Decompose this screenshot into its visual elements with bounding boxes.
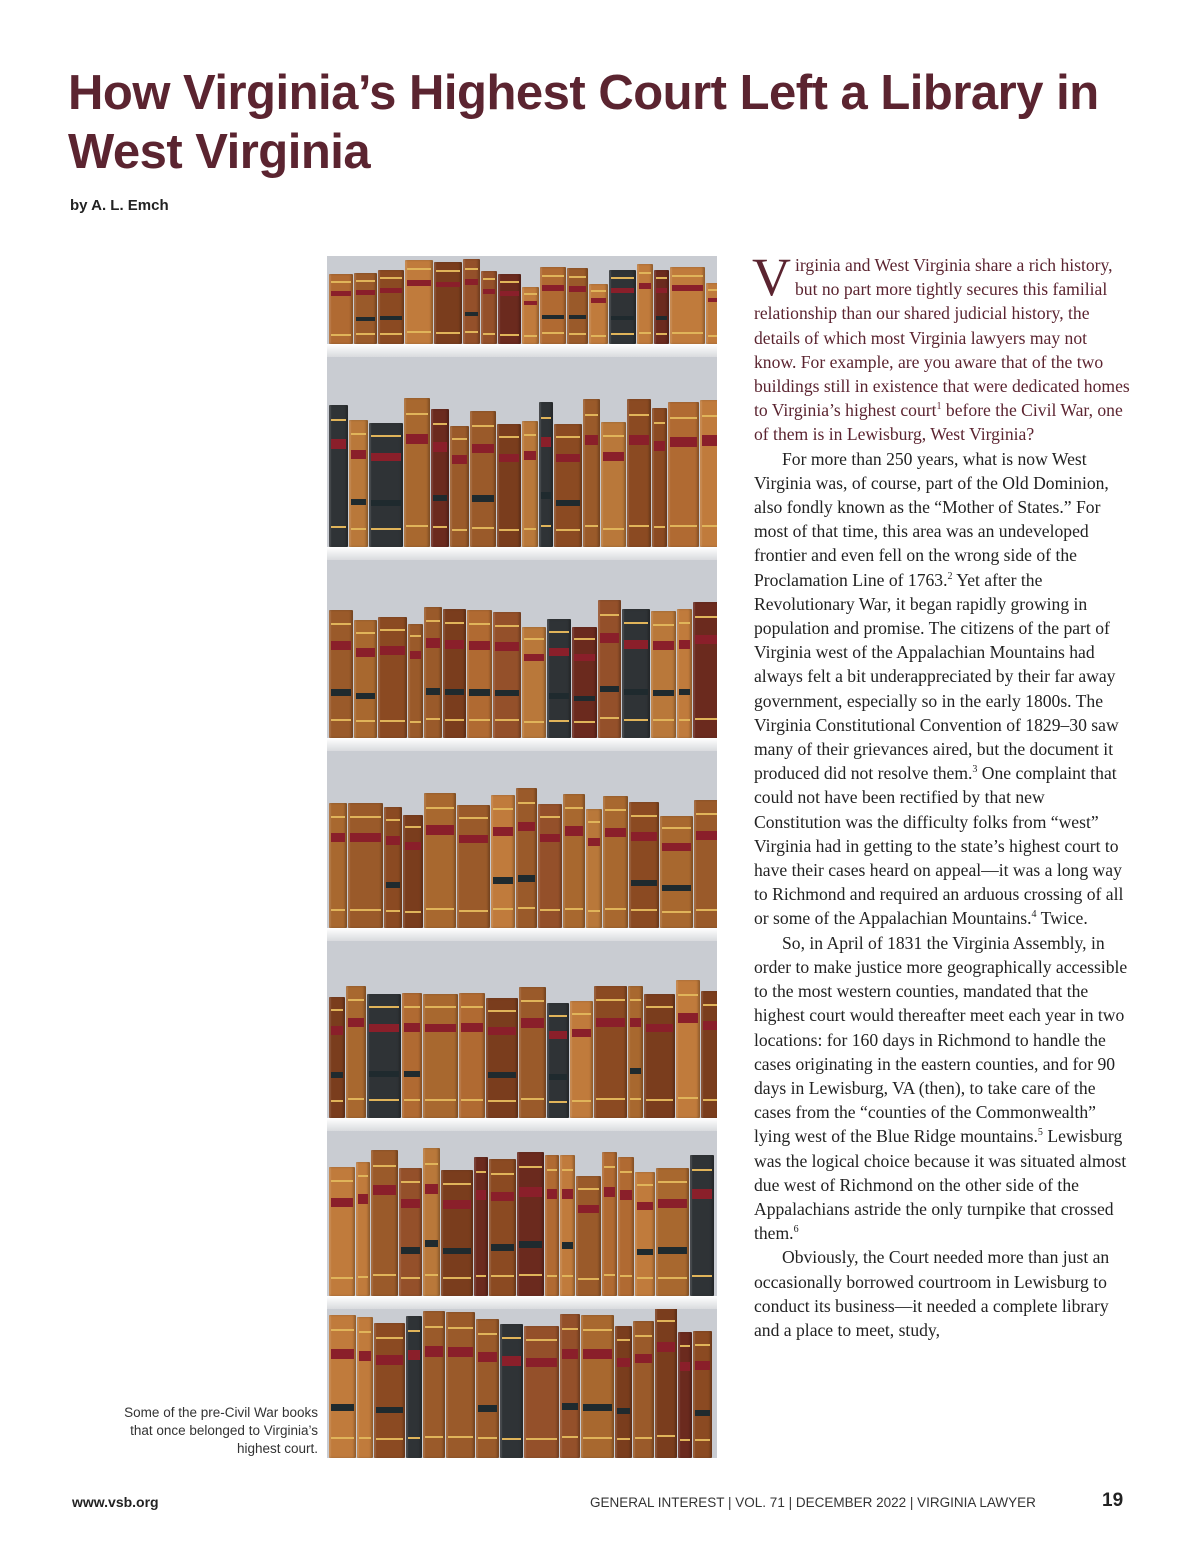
book-spine xyxy=(637,264,653,344)
book-spine xyxy=(424,793,456,928)
footnote-ref: 5 xyxy=(1037,1127,1043,1139)
book-spine xyxy=(441,1170,473,1296)
book-spine xyxy=(450,426,469,547)
book-spine xyxy=(628,986,643,1118)
paragraph-text: One complaint that could not have been rectified by that new Constitution was the difficulty folks from “west” Virginia had in getting to the state’s highest court to have their cases heard on appeal—it was a long way to Richmond and required an arduous crossing of all or some of the Appalachian Mountains. xyxy=(754,763,1124,929)
book-spine xyxy=(609,270,636,344)
shelf-board xyxy=(327,928,717,941)
book-spine xyxy=(467,610,492,738)
book-spine xyxy=(369,423,403,547)
book-spine xyxy=(470,411,496,547)
book-spine xyxy=(371,1150,398,1296)
book-spine xyxy=(560,1155,575,1296)
book-spine xyxy=(403,815,423,928)
lead-paragraph xyxy=(752,247,1132,447)
book-spine xyxy=(329,610,353,738)
book-spine xyxy=(356,1162,370,1296)
book-spine xyxy=(677,609,692,738)
book-spine xyxy=(654,270,669,344)
book-spine xyxy=(378,617,407,738)
book-spine xyxy=(690,1155,714,1296)
book-spine xyxy=(603,796,628,928)
book-spine xyxy=(357,1317,373,1458)
book-spine xyxy=(586,809,602,928)
book-spine xyxy=(354,620,377,738)
book-spine xyxy=(594,986,627,1118)
book-spine xyxy=(486,998,518,1118)
book-spine xyxy=(354,273,377,344)
book-spine xyxy=(581,1315,614,1458)
book-spine xyxy=(701,991,717,1118)
book-spine xyxy=(554,424,582,547)
paragraph-text: For more than 250 years, what is now West Virginia was, of course, part of the Old Dominion, also fondly known as the “Mother of States.” For most of that time, this area was an undeveloped frontier and even fell on the wrong side of the Proclamation Line of 1763. xyxy=(754,448,1109,590)
shelf-board xyxy=(327,1296,717,1309)
shelf-books xyxy=(327,396,717,547)
book-spine xyxy=(563,794,585,928)
drop-cap: V xyxy=(752,247,791,307)
book-spine xyxy=(423,1148,440,1296)
book-spine xyxy=(693,1331,712,1458)
book-spine xyxy=(601,422,626,547)
article-title: How Virginia’s Highest Court Left a Library in West Virginia xyxy=(68,66,1099,179)
book-spine xyxy=(656,1168,689,1296)
body-paragraph xyxy=(754,931,1132,1246)
book-spine xyxy=(374,1323,405,1458)
book-spine xyxy=(560,1314,580,1458)
book-spine xyxy=(694,800,717,928)
shelf-board xyxy=(327,344,717,357)
book-spine xyxy=(443,609,466,738)
book-spine xyxy=(693,602,717,738)
book-spine xyxy=(567,268,588,344)
book-spine xyxy=(700,400,717,547)
shelf-books xyxy=(327,1146,717,1296)
book-spine xyxy=(378,270,404,344)
book-spine xyxy=(500,1324,523,1458)
paragraph-text: Twice. xyxy=(1036,908,1088,929)
footer-publication-info: GENERAL INTEREST | VOL. 71 | DECEMBER 2022 | VIRGINIA LAWYER xyxy=(590,1495,1036,1510)
body-paragraph xyxy=(754,447,1132,931)
book-spine xyxy=(670,267,705,344)
book-spine xyxy=(423,1311,445,1458)
book-spine xyxy=(627,399,651,547)
book-spine xyxy=(434,262,462,344)
book-spine xyxy=(329,1167,355,1296)
book-spine xyxy=(349,420,368,547)
book-spine xyxy=(547,1003,569,1118)
book-spine xyxy=(329,997,345,1118)
book-spine xyxy=(629,802,659,928)
book-spine xyxy=(457,805,490,928)
book-spine xyxy=(423,994,458,1118)
book-spine xyxy=(622,609,650,738)
book-spine xyxy=(493,612,521,738)
book-spine xyxy=(348,803,383,928)
paragraph-text: Lewisburg was the logical choice because it was situated almost due west of Richmond on the other side of the Appalachians astride the only turnpike that crossed them. xyxy=(754,1126,1127,1244)
book-spine xyxy=(522,627,546,738)
book-spine xyxy=(481,271,497,344)
body-paragraph xyxy=(754,1245,1132,1342)
book-spine xyxy=(519,987,546,1118)
book-spine xyxy=(635,1172,655,1296)
book-spine xyxy=(402,993,422,1118)
book-spine xyxy=(384,807,402,928)
book-spine xyxy=(329,803,347,928)
book-spine xyxy=(633,1321,654,1458)
book-spine xyxy=(463,259,480,344)
book-spine xyxy=(615,1326,632,1458)
book-spine xyxy=(538,804,562,928)
book-spine xyxy=(618,1157,634,1296)
book-spine xyxy=(399,1168,422,1296)
book-spine xyxy=(406,1316,422,1458)
book-spine xyxy=(446,1312,475,1458)
book-spine xyxy=(522,287,539,344)
book-spine xyxy=(576,1176,601,1296)
book-spine xyxy=(706,283,717,344)
book-spine xyxy=(329,1315,356,1458)
book-spine xyxy=(660,816,693,928)
book-spine xyxy=(517,1152,544,1296)
footnote-ref: 3 xyxy=(972,764,978,776)
shelf-books xyxy=(327,786,717,928)
book-spine xyxy=(474,1157,488,1296)
book-spine xyxy=(491,795,515,928)
book-spine xyxy=(329,274,353,344)
book-spine xyxy=(489,1159,516,1296)
book-spine xyxy=(651,611,676,738)
photo-caption: Some of the pre-Civil War books that once belonged to Virginia’s highest court. xyxy=(124,1405,318,1456)
shelf-books xyxy=(327,596,717,738)
book-spine xyxy=(540,267,566,344)
shelf-books xyxy=(327,1301,717,1458)
paragraph-text: before the Civil War, one of them is in Lewisburg, West Virginia? xyxy=(754,400,1123,445)
page-number: 19 xyxy=(1102,1490,1124,1511)
bookshelf-photo xyxy=(327,256,717,1458)
book-spine xyxy=(498,274,521,344)
book-spine xyxy=(346,986,366,1118)
book-spine xyxy=(644,994,675,1118)
book-spine xyxy=(522,421,538,547)
footnote-ref: 1 xyxy=(936,401,942,413)
shelf-books xyxy=(327,974,717,1118)
book-spine xyxy=(676,980,700,1118)
book-spine xyxy=(497,424,521,547)
paragraph-text: irginia and West Virginia share a rich history, but no part more tightly secures this familial relationship than our shared judicial history, the details of which most Virginia lawyers may not know. For example, are you aware that of the two buildings still in existence that were dedicated homes to Virginia’s highest court xyxy=(754,255,1130,421)
book-spine xyxy=(431,409,449,547)
book-spine xyxy=(598,600,621,738)
shelf-board xyxy=(327,547,717,560)
paragraph-text: So, in April of 1831 the Virginia Assembly, in order to make justice more geographically accessible to the most western counties, mandated that the highest court would thereafter meet each year in two locations: for 160 days in Richmond to handle the cases originating in the eastern counties, and for 90 days in Lewisburg, VA (then), to take care of the cases from the “counties of the Commonwealth” lying west of the Blue Ridge mountains. xyxy=(754,932,1128,1147)
byline: by A. L. Emch xyxy=(70,197,169,214)
book-spine xyxy=(547,619,571,738)
book-spine xyxy=(524,1326,559,1458)
shelf-board xyxy=(327,738,717,751)
book-spine xyxy=(516,788,537,928)
footnote-ref: 4 xyxy=(1031,909,1037,921)
book-spine xyxy=(329,405,348,547)
article-body xyxy=(752,247,1132,1342)
book-spine xyxy=(602,1152,617,1296)
book-spine xyxy=(678,1332,692,1458)
paragraph-text: Obviously, the Court needed more than just an occasionally borrowed courtroom in Lewisburg to conduct its business—it needed a complete library and a place to meet, study, xyxy=(754,1247,1110,1340)
book-spine xyxy=(545,1155,559,1296)
shelf-board xyxy=(327,1118,717,1131)
book-spine xyxy=(655,1305,677,1458)
book-spine xyxy=(583,399,600,547)
book-spine xyxy=(404,398,430,547)
book-spine xyxy=(539,402,553,547)
book-spine xyxy=(405,260,433,344)
book-spine xyxy=(424,607,442,738)
paragraph-text: Yet after the Revolutionary War, it began rapidly growing in population and promise. The citizens of the part of Virginia west of the Appalachian Mountains had always felt a bit underappreciated by their far away government, especially so in the early 1800s. The Virginia Constitutional Convention of 1829–30 saw many of their grievances aired, but the document it produced did not resolve them. xyxy=(754,569,1119,784)
book-spine xyxy=(652,408,667,547)
shelf-books xyxy=(327,256,717,344)
book-spine xyxy=(589,284,608,344)
book-spine xyxy=(570,1001,593,1118)
book-spine xyxy=(408,624,423,738)
footer-url[interactable]: www.vsb.org xyxy=(72,1494,159,1510)
book-spine xyxy=(668,402,699,547)
footnote-ref: 6 xyxy=(793,1224,799,1236)
book-spine xyxy=(367,994,401,1118)
book-spine xyxy=(572,627,597,738)
book-spine xyxy=(476,1319,499,1458)
footnote-ref: 2 xyxy=(947,570,953,582)
book-spine xyxy=(459,993,485,1118)
